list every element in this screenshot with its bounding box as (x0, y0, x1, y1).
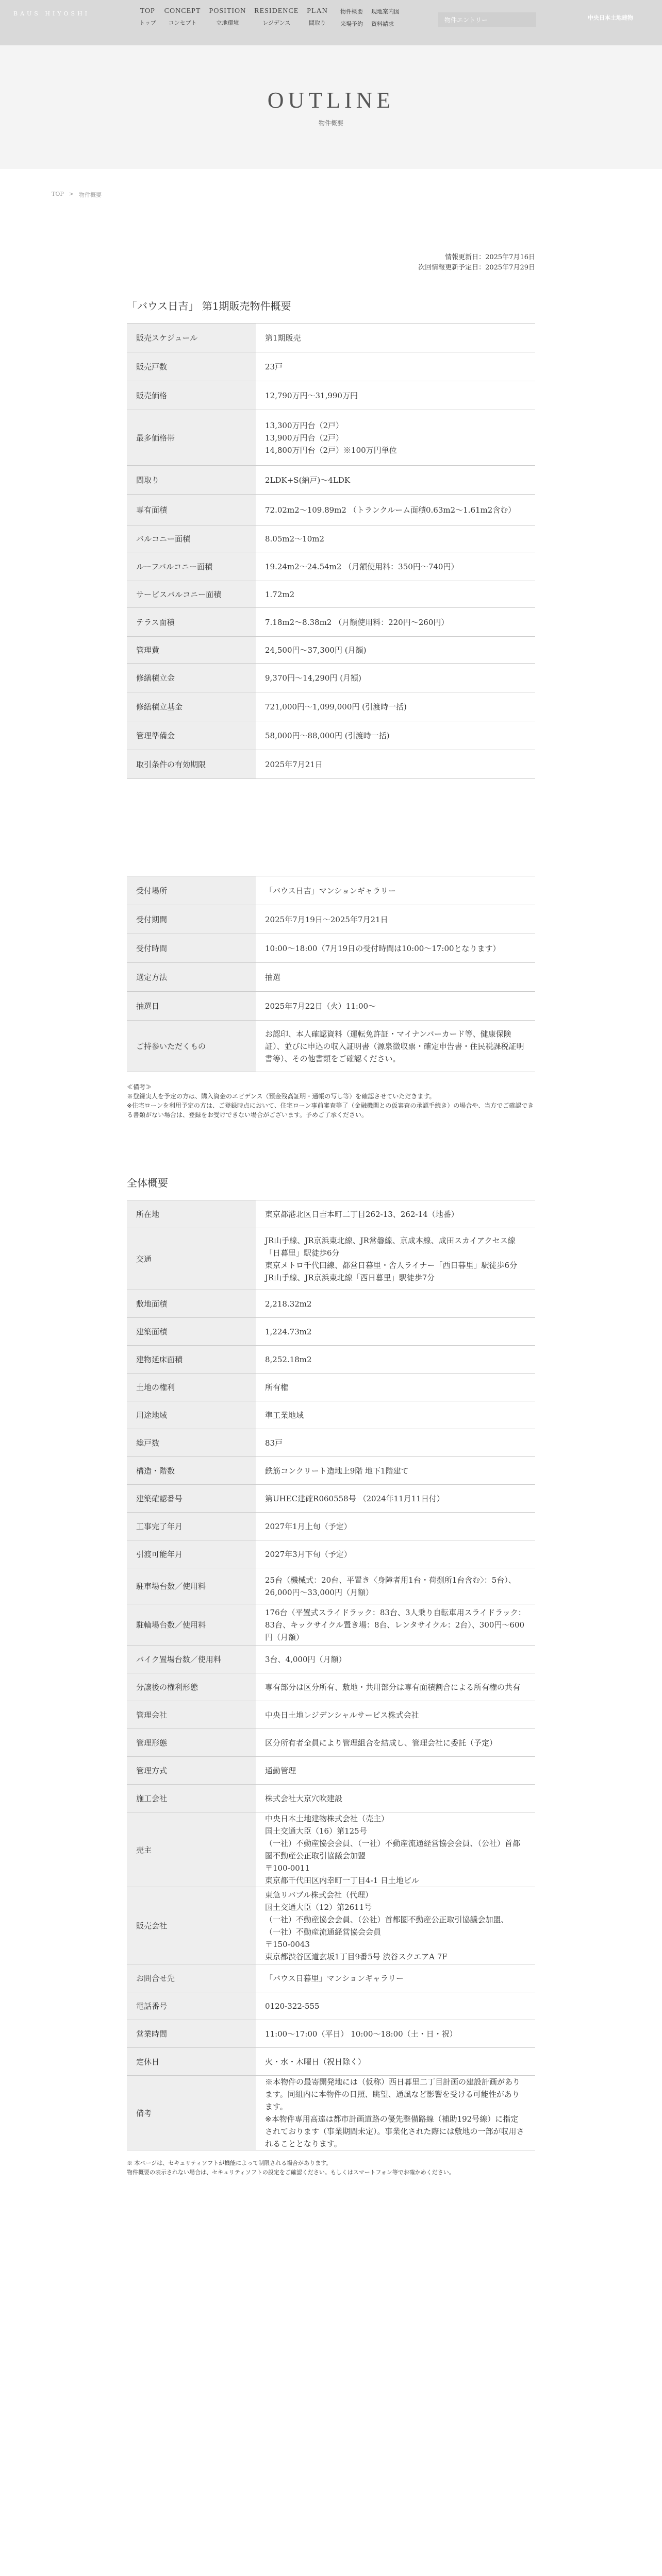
row-value: 専有部分は区分所有、敷地・共用部分は専有面積割合による所有権の共有 (265, 1682, 521, 1692)
row-label: 土地の権利 (127, 1374, 256, 1401)
table-row (127, 352, 535, 381)
row-value: 11:00〜17:00（平日） 10:00〜18:00（土・日・祝） (265, 2029, 457, 2039)
row-value: JR山手線、JR京浜東北線、JR常磐線、京成本線、成田スカイアクセス線「日暮里」駅徒歩6分 東京メトロ千代田線、都営日暮里・舎人ライナー「西日暮里」駅徒歩6分 JR山手線、JR京浜東北線「西日暮里」駅徒歩7分 (265, 1235, 518, 1282)
row-label: 専有面積 (127, 495, 256, 525)
row-value: 2,218.32m2 (265, 1299, 312, 1309)
row-label: 販売価格 (127, 381, 256, 410)
table-row (127, 992, 535, 1021)
row-label: バルコニー面積 (127, 526, 256, 552)
row-value: 19.24m2〜24.54m2 （月額使用料：350円〜740円） (265, 562, 459, 571)
row-label: 販売スケジュール (127, 324, 256, 352)
menu-item-plan[interactable]: PLAN 間取り (307, 7, 328, 26)
table-row (127, 324, 535, 352)
row-value: 3台、4,000円（月額） (265, 1654, 346, 1664)
row-label: 所在地 (127, 1200, 256, 1228)
table-row (127, 1646, 535, 1673)
header-entry-button[interactable]: 物件エントリー (438, 12, 536, 27)
row-label: お問合せ先 (127, 1964, 256, 1992)
row-label: 取引条件の有効期限 (127, 750, 256, 778)
row-value: 抽選 (265, 972, 281, 982)
row-label: バイク置場台数／使用料 (127, 1646, 256, 1673)
row-label: 管理会社 (127, 1701, 256, 1728)
row-label: 修繕積立基金 (127, 692, 256, 721)
row-label: 修繕積立金 (127, 664, 256, 692)
table-row (127, 1200, 535, 1228)
row-label: 構造・階数 (127, 1457, 256, 1484)
row-label: 受付時間 (127, 934, 256, 962)
row-label: 工事完了年月 (127, 1513, 256, 1540)
site-logo[interactable]: BAUS HIYOSHI (13, 10, 90, 17)
row-value: 9,370円〜14,290円 (月額) (265, 673, 361, 683)
table-row (127, 1568, 535, 1604)
table-row (127, 608, 535, 637)
row-label: 駐輪場台数／使用料 (127, 1604, 256, 1645)
table-row (127, 1887, 535, 1964)
row-value: 10:00〜18:00（7月19日の受付時間は10:00〜17:00となります） (265, 943, 501, 953)
row-value: 1,224.73m2 (265, 1327, 312, 1336)
reception-table (127, 876, 535, 1072)
next-update-date: 次回情報更新予定日：2025年7月29日 (418, 264, 535, 272)
table-row (127, 1485, 535, 1513)
row-label: 販売会社 (127, 1887, 256, 1964)
sub-links (340, 7, 400, 28)
page-hero (0, 45, 662, 169)
row-value: 「バウス日暮里」マンションギャラリー (265, 1973, 404, 1983)
general-notes: ※ 本ページは、セキュリティソフトが機能によって制限される場合があります。 物件概要の表示されない場合は、セキュリティソフトの設定をご確認ください。もしくはスマートフォン等でお確かめください。 (127, 2160, 455, 2176)
row-label: 売主 (127, 1812, 256, 1887)
table-row (127, 2048, 535, 2076)
row-value: 1.72m2 (265, 589, 295, 599)
table-row (127, 963, 535, 992)
row-label: 建物延床面積 (127, 1346, 256, 1373)
row-label: 管理方式 (127, 1757, 256, 1784)
table-row (127, 664, 535, 692)
table-row (127, 1021, 535, 1072)
row-value: 176台（平置式スライドラック：83台、3人乗り自転車用スライドラック：83台、キックサイクル置き場：8台、レンタサイクル：2台）、300円〜600円（月額） (265, 1607, 526, 1642)
row-label: 施工会社 (127, 1785, 256, 1812)
table-row (127, 1757, 535, 1785)
table-row (127, 381, 535, 410)
link-request[interactable]: 資料請求 (371, 21, 394, 27)
row-value: 2025年7月19日〜2025年7月21日 (265, 914, 388, 924)
breadcrumb (52, 191, 102, 199)
general-title: 全体概要 (127, 1177, 168, 1189)
row-value: 24,500円〜37,300円 (月額) (265, 645, 367, 655)
table-row (127, 1992, 535, 2020)
link-map[interactable]: 現地案内図 (371, 8, 400, 15)
row-label: 電話番号 (127, 1992, 256, 2020)
row-value: 2025年7月22日（火）11:00〜 (265, 1001, 376, 1011)
sale-title: 「バウス日吉」 第1期販売物件概要 (127, 300, 291, 312)
table-row (127, 750, 535, 779)
row-label: 管理費 (127, 637, 256, 663)
menu-item-residence[interactable]: RESIDENCE レジデンス (254, 7, 299, 26)
row-label: 最多価格帯 (127, 410, 256, 465)
row-label: 引渡可能年月 (127, 1540, 256, 1568)
corp-logo[interactable]: 中央日本土地建物 (588, 15, 633, 21)
row-value: 13,300万円台（2戸） 13,900万円台（2戸） 14,800万円台（2戸）※100万円単位 (265, 420, 397, 455)
row-value: 第1期販売 (265, 333, 301, 343)
table-row (127, 637, 535, 664)
table-row (127, 1673, 535, 1701)
row-label: 備考 (127, 2076, 256, 2150)
general-section (127, 1175, 535, 2177)
table-row (127, 410, 535, 466)
table-row (127, 466, 535, 495)
row-value: お認印、本人確認資料（運転免許証・マイナンバーカード等、健康保険証）、並びに申込の収入証明書（源泉徴収票・確定申告書・住民税課税証明書等）、その他書類をご確認ください。 (265, 1029, 524, 1063)
row-value: 8.05m2〜10m2 (265, 534, 325, 544)
row-value: 「バウス日吉」マンションギャラリー (265, 886, 396, 895)
row-label: 管理準備金 (127, 721, 256, 750)
row-value: 第UHEC建確R060558号 （2024年11月11日付） (265, 1494, 444, 1503)
link-reserve[interactable]: 来場予約 (340, 21, 363, 27)
row-label: サービスバルコニー面積 (127, 581, 256, 607)
row-value: 通勤管理 (265, 1766, 296, 1775)
row-value: 83戸 (265, 1438, 283, 1448)
row-label: 駐車場台数／使用料 (127, 1568, 256, 1604)
row-value: 8,252.18m2 (265, 1354, 312, 1364)
row-value: 58,000円〜88,000円 (引渡時一括) (265, 731, 390, 740)
row-label: テラス面積 (127, 608, 256, 636)
row-value: 72.02m2〜109.89m2 （トランクルーム面積0.63m2〜1.61m2含む） (265, 505, 516, 515)
table-row (127, 876, 535, 905)
table-row (127, 552, 535, 581)
row-value: 2LDK+S(納戸)〜4LDK (265, 475, 351, 485)
row-value: 2025年7月21日 (265, 759, 323, 769)
menu-item-position[interactable]: POSITION 立地環境 (209, 7, 246, 26)
update-date: 情報更新日：2025年7月16日 (445, 253, 535, 261)
row-label: 抽選日 (127, 992, 256, 1020)
table-row (127, 1457, 535, 1485)
table-row (127, 1812, 535, 1887)
row-label: 営業時間 (127, 2020, 256, 2047)
row-value: 中央日本土地建物株式会社（売主） 国土交通大臣（16）第125号 （一社）不動産協会会員、（一社）不動産流通経営協会会員、（公社）首都圏不動産公正取引協議会加盟 〒100-0011 東京都千代田区内幸町一丁目4-1 日土地ビル (265, 1814, 521, 1885)
row-value: 区分所有者全員により管理組合を結成し、管理会社に委託（予定） (265, 1738, 498, 1748)
row-value: 中央日土地レジデンシャルサービス株式会社 (265, 1710, 419, 1720)
row-value: 12,790万円〜31,990万円 (265, 391, 358, 400)
row-value: 鉄筋コンクリート造地上9階 地下1階建て (265, 1466, 409, 1476)
table-row (127, 1290, 535, 1318)
table-row (127, 2076, 535, 2150)
row-label: 間取り (127, 466, 256, 494)
row-label: 用途地域 (127, 1401, 256, 1429)
row-value: 721,000円〜1,099,000円 (引渡時一括) (265, 702, 407, 711)
reception-notes: ≪備考≫ ※登録実人を予定の方は、購入資金のエビデンス（預金残高証明・通帳の写し等）を確認させていただきます。 ※住宅ローンを利用予定の方は、ご登録時点において、住宅ローン事前審査等了（金融機関との仮審査の承認手続き）の場合や、当方でご確認できる書類がない場合は、登録をお受けできない場合がございます。予めご了承ください。 (127, 1083, 534, 1118)
table-row (127, 1429, 535, 1457)
row-label: 総戸数 (127, 1429, 256, 1456)
menu-item-top[interactable]: TOP トップ (139, 7, 156, 26)
table-row (127, 1513, 535, 1540)
breadcrumb-current: 物件概要 (78, 192, 102, 198)
row-label: 受付期間 (127, 905, 256, 934)
row-value: 0120-322-555 (265, 2001, 320, 2011)
sale-section (127, 298, 535, 779)
row-label: 敷地面積 (127, 1290, 256, 1317)
table-row (127, 1228, 535, 1290)
row-value: 株式会社大京穴吹建設 (265, 1793, 343, 1803)
reception-section (127, 876, 535, 1120)
row-value: 火・水・木曜日（祝日除く） (265, 2057, 366, 2066)
table-row (127, 581, 535, 608)
row-label: ご持参いただくもの (127, 1021, 256, 1072)
breadcrumb-sep: > (69, 191, 74, 197)
table-row (127, 1785, 535, 1812)
table-row (127, 2020, 535, 2048)
row-label: 選定方法 (127, 963, 256, 991)
row-value: 25台（機械式：20台、平置き〈身障者用1台・荷捌所1台含む〉：5台）、26,000円〜33,000円（月額） (265, 1575, 516, 1597)
table-row (127, 1604, 535, 1646)
row-label: 定休日 (127, 2048, 256, 2075)
table-row (127, 1964, 535, 1992)
row-label: 分譲後の権利形態 (127, 1673, 256, 1701)
table-row (127, 495, 535, 526)
row-value: 準工業地域 (265, 1410, 304, 1420)
row-value: ※本物件の最寄開発地には（仮称）西日暮里二丁目計画の建設計画があります。同組内に本物件の日照、眺望、通風など影響を受ける可能性があります。 ※本物件専用高遠は都市計画道路の優先整備路線（補助192号線）に指定されております（事業期間未定）。事業化された際には敷地の一部が収用されることとなります。 (265, 2077, 524, 2148)
table-row (127, 721, 535, 750)
row-label: 建築面積 (127, 1318, 256, 1345)
global-header (0, 0, 662, 45)
page-subtitle: 物件概要 (318, 120, 343, 127)
menu-item-concept[interactable]: CONCEPT コンセプト (164, 7, 201, 26)
row-value: 23戸 (265, 362, 283, 371)
general-table (127, 1200, 535, 2150)
row-label: ルーフバルコニー面積 (127, 552, 256, 581)
table-row (127, 934, 535, 963)
main-menu (139, 7, 328, 27)
table-row (127, 1729, 535, 1757)
table-row (127, 526, 535, 552)
row-value: 東急リバブル株式会社（代理） 国土交通大臣（12）第2611号 （一社）不動産協会会員、（公社）首都圏不動産公正取引協議会加盟、 （一社）不動産流通経営協会会員 〒150-0043 東京都渋谷区道玄坂1丁目9番5号 渋谷スクエアA 7F (265, 1890, 509, 1961)
table-row (127, 1540, 535, 1568)
table-row (127, 905, 535, 934)
table-row (127, 1401, 535, 1429)
page-title: OUTLINE (267, 88, 395, 113)
row-value: 2027年3月下旬（予定） (265, 1549, 352, 1559)
update-dates (418, 252, 535, 273)
link-outline[interactable]: 物件概要 (340, 8, 363, 15)
table-row (127, 1374, 535, 1401)
row-label: 管理形態 (127, 1729, 256, 1756)
row-label: 販売戸数 (127, 352, 256, 381)
table-row (127, 1346, 535, 1374)
row-value: 2027年1月上旬（予定） (265, 1521, 352, 1531)
table-row (127, 1318, 535, 1346)
row-label: 受付場所 (127, 876, 256, 905)
table-row (127, 692, 535, 721)
row-label: 交通 (127, 1228, 256, 1290)
breadcrumb-top[interactable]: TOP (52, 191, 64, 197)
table-row (127, 1701, 535, 1729)
row-value: 所有権 (265, 1382, 289, 1392)
row-label: 建築確認番号 (127, 1485, 256, 1512)
row-value: 東京都港北区日吉本町二丁目262-13、262-14（地番） (265, 1209, 459, 1219)
sale-table (127, 323, 535, 779)
row-value: 7.18m2〜8.38m2 （月額使用料：220円〜260円） (265, 617, 449, 627)
